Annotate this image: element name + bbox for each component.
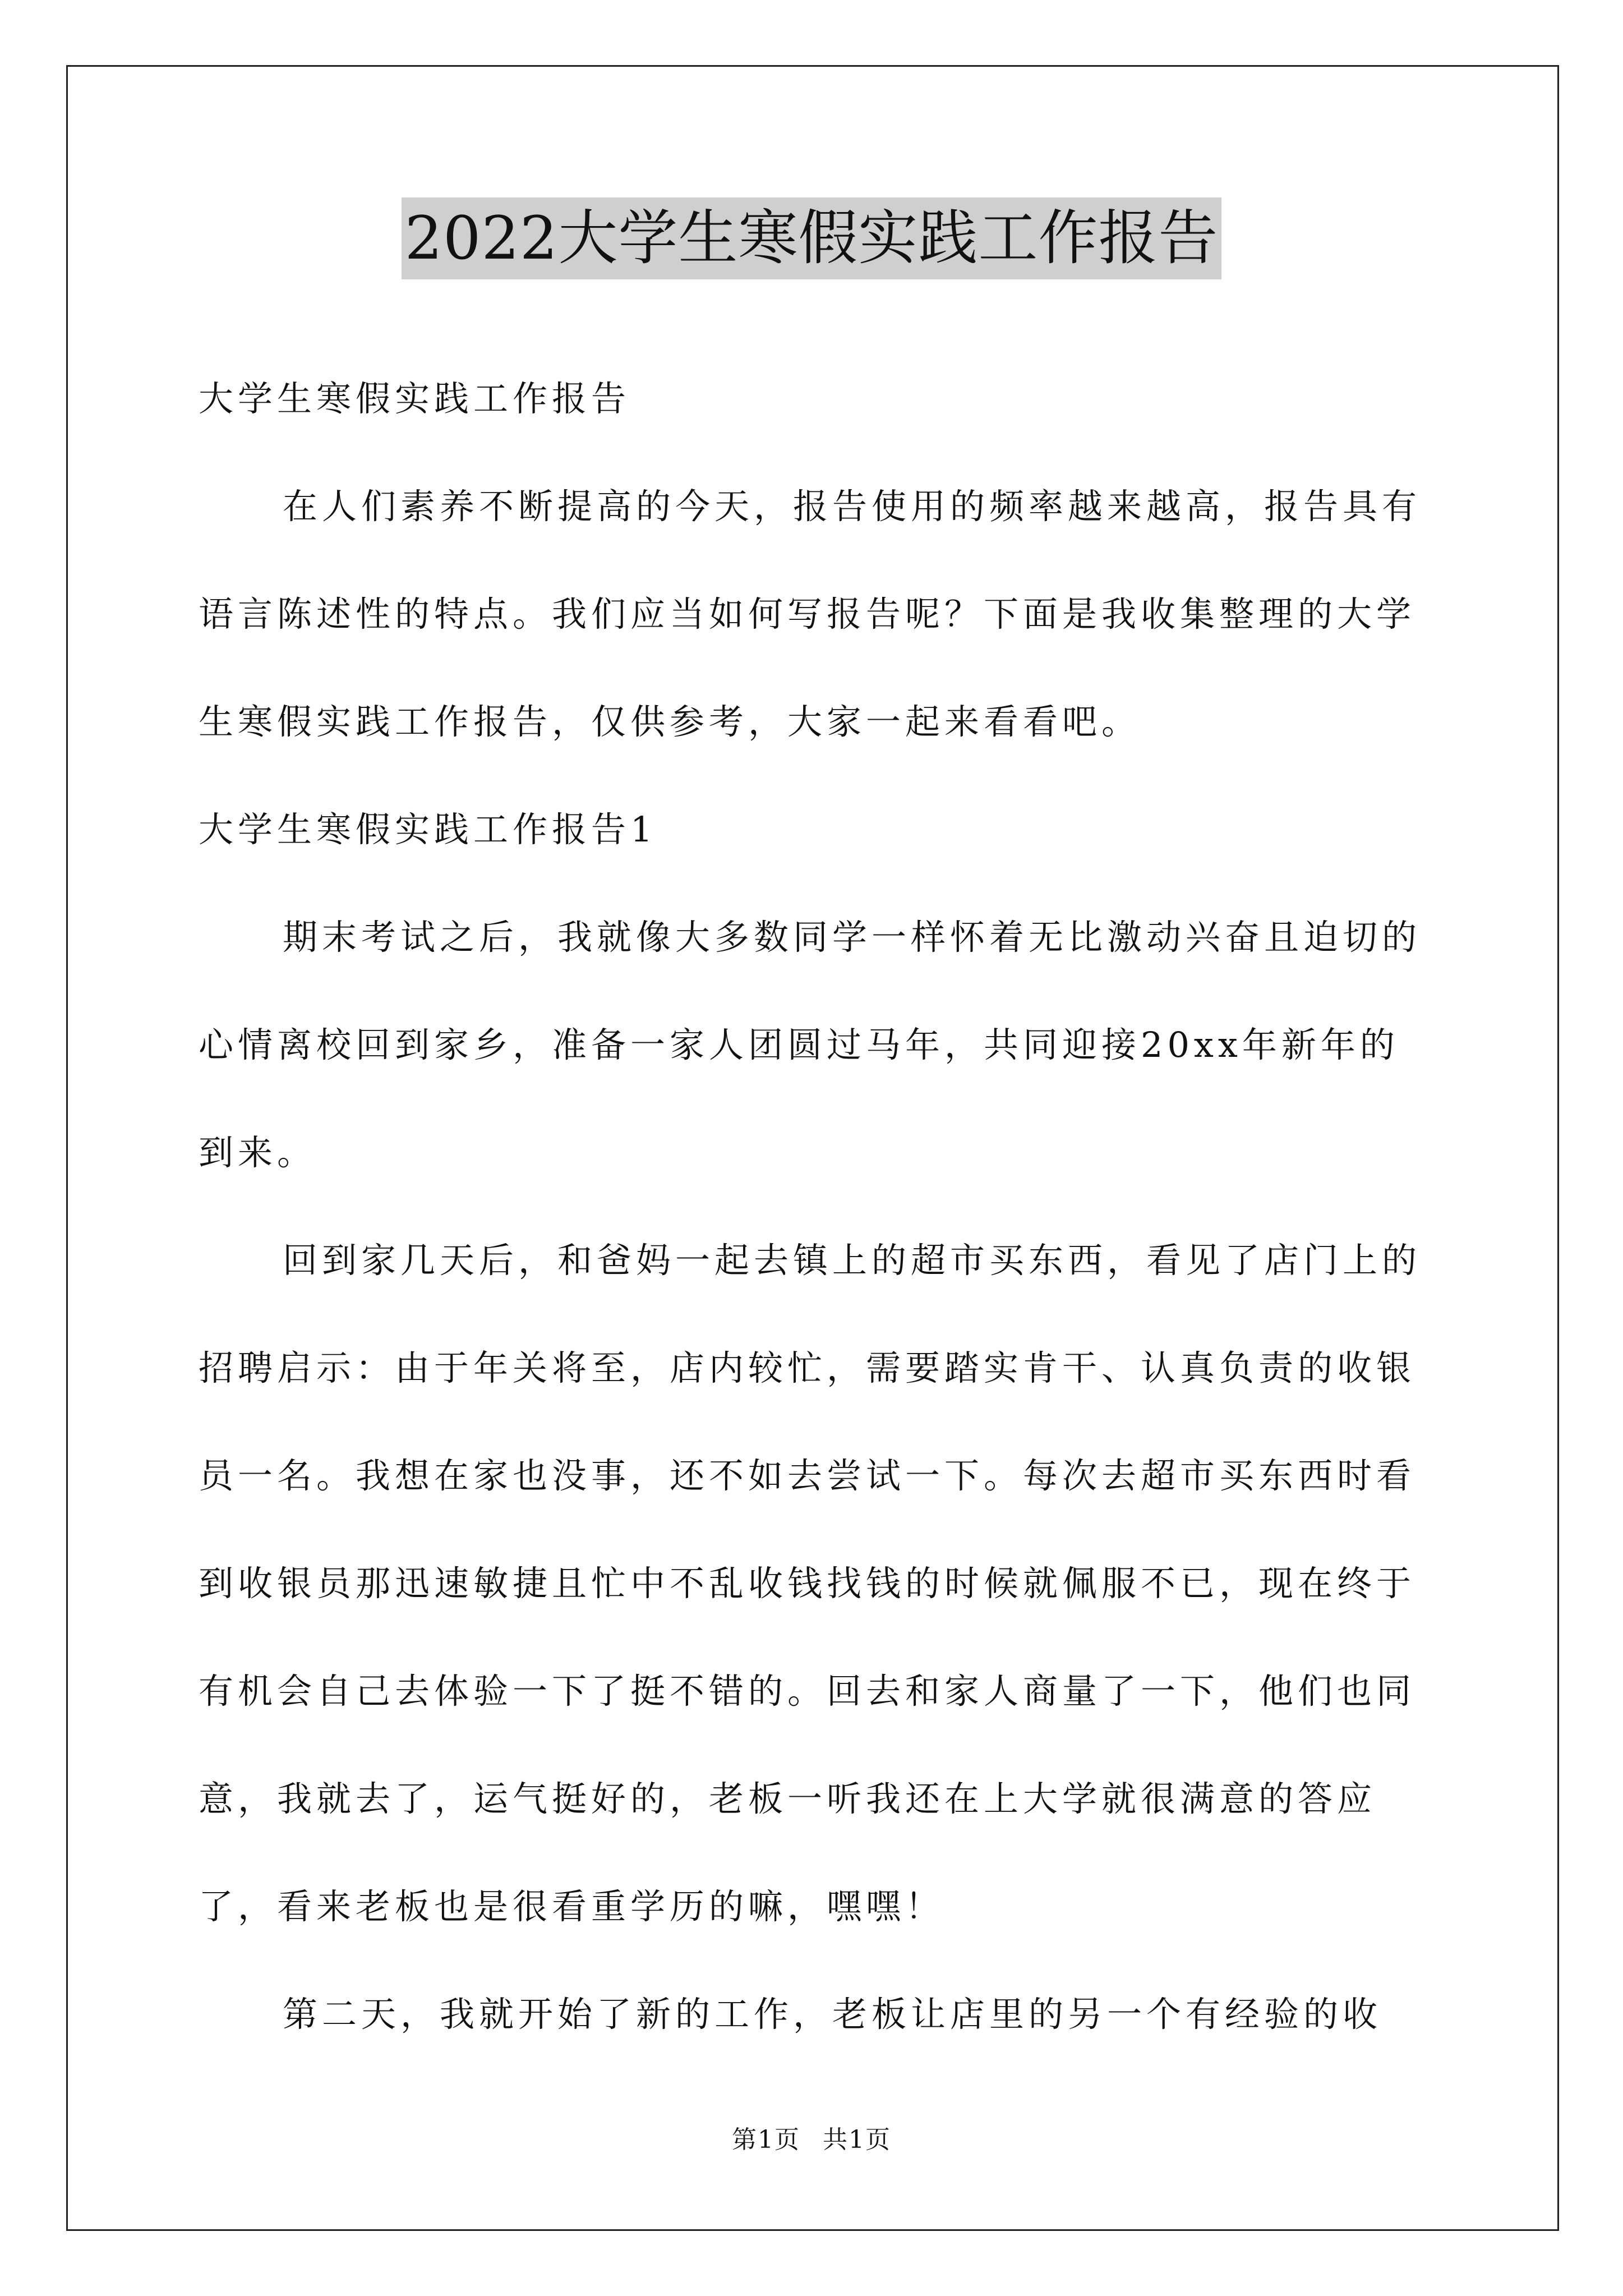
page-footer [0, 2119, 1623, 2155]
body-paragraph-2: 回到家几天后，和爸妈一起去镇上的超市买东西，看见了店门上的招聘启示：由于年关将至，店内较忙，需要踏实肯干、认真负责的收银员一名。我想在家也没事，还不如去尝试一下。每次去超市买东西时看到收银员那迅速敏捷且忙中不乱收钱找钱的时候就佩服不已，现在终于有机会自己去体验一下了挺不错的。回去和家人商量了一下，他们也同意，我就去了，运气挺好的，老板一听我还在上大学就很满意的答应了，看来老板也是很看重学历的嘛，嘿嘿！ [199, 1240, 1422, 1927]
page-number: 第1页 [732, 2125, 800, 2154]
intro-paragraph: 在人们素养不断提高的今天，报告使用的频率越来越高，报告具有语言陈述性的特点。我们应当如何写报告呢？下面是我收集整理的大学生寒假实践工作报告，仅供参考，大家一起来看看吧。 [199, 486, 1422, 742]
body-paragraph-1: 期末考试之后，我就像大多数同学一样怀着无比激动兴奋且迫切的心情离校回到家乡，准备一家人团圆过马年，共同迎接20xx年新年的到来。 [199, 917, 1422, 1173]
subtitle-paragraph: 大学生寒假实践工作报告 [199, 378, 631, 419]
document-title: 2022大学生寒假实践工作报告 [402, 197, 1222, 279]
page-total: 共1页 [823, 2125, 891, 2154]
document-body [199, 345, 1438, 2068]
body-paragraph-3: 第二天，我就开始了新的工作，老板让店里的另一个有经验的收 [283, 1994, 1382, 2035]
section-heading: 大学生寒假实践工作报告1 [199, 809, 657, 850]
title-wrap [0, 197, 1623, 279]
